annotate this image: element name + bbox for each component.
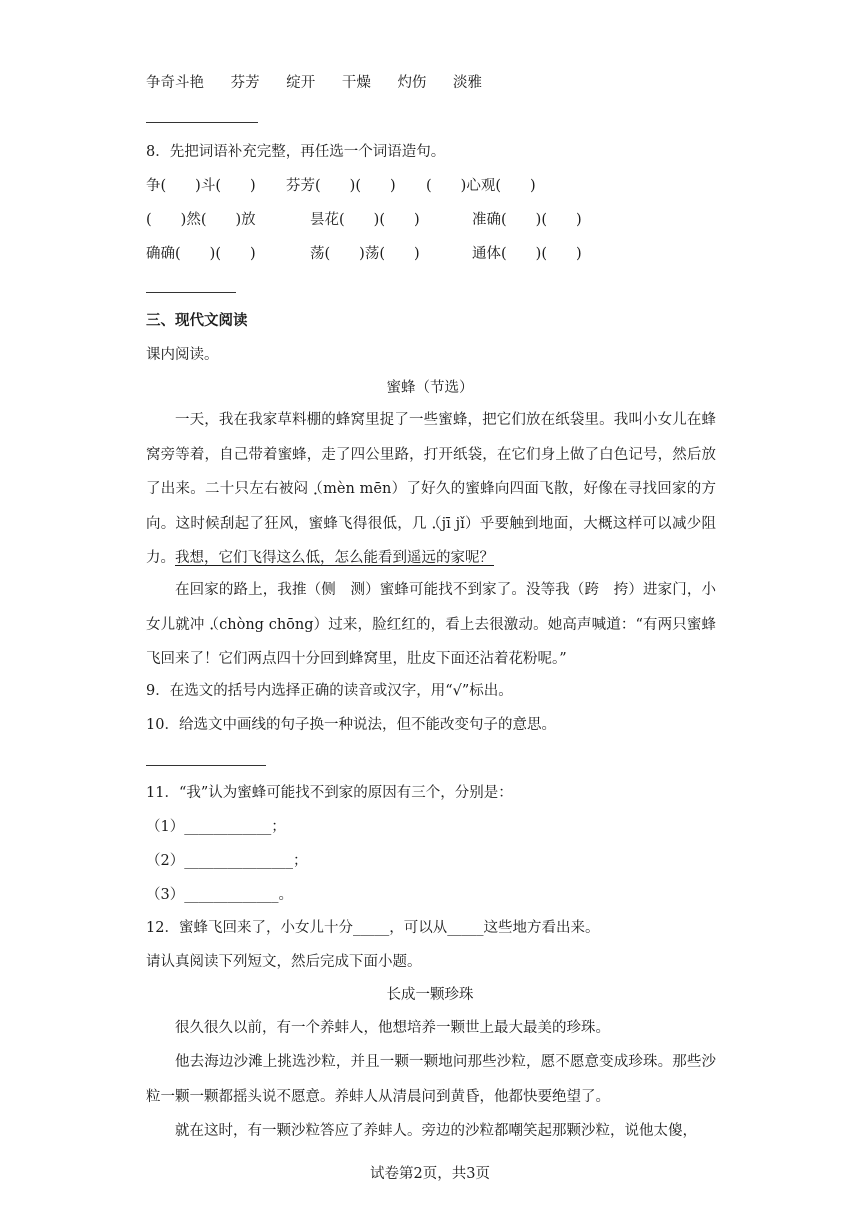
word-5: 灼伤 [397, 75, 427, 91]
q8-fill-5[interactable]: 昙花( )( ) [310, 212, 420, 228]
q8-fill-6[interactable]: 准确( )( ) [472, 212, 582, 228]
reading2-paragraph-1: 很久很久以前，有一个养蚌人，他想培养一颗世上最大最美的珍珠。 [175, 1020, 610, 1036]
q12-prompt[interactable]: 12．蜜蜂飞回来了，小女儿十分_____，可以从_____这些地方看出来。 [146, 920, 600, 936]
dotted-char-chong: 冲 [189, 616, 205, 633]
q8-fill-7[interactable]: 确确( )( ) [146, 246, 256, 262]
section-heading: 三、现代文阅读 [146, 312, 248, 329]
q11-answer-1[interactable]: （1）____________； [146, 819, 286, 835]
reading1-paragraph-2: 在回家的路上，我推（侧 测）蜜蜂可能找不到家了。没等我（跨 挎）进家门，小女儿就冲（chòng chōng）过来，脸红红的，看上去很激动。她高声喊道：“有两只蜜蜂飞回来了！它们两点四十分回到蜂窝里，肚皮下面还沾着花粉呢。” [146, 582, 717, 667]
answer-line-q10[interactable] [146, 765, 266, 766]
q11-answer-2[interactable]: （2）_______________； [146, 853, 308, 869]
reading2-intro: 请认真阅读下列短文，然后完成下面小题。 [146, 954, 422, 970]
dotted-char-ji: 几 [412, 515, 427, 532]
word-3: 绽开 [286, 75, 316, 91]
word-1: 争奇斗艳 [146, 75, 204, 91]
answer-line-q8[interactable] [146, 292, 236, 293]
dotted-char-men: 闷 [293, 481, 309, 497]
q8-prompt: 8．先把词语补充完整，再任选一个词语造句。 [146, 144, 446, 160]
reading1-intro: 课内阅读。 [146, 347, 219, 363]
word-6: 淡雅 [453, 75, 483, 91]
reading2-paragraph-3: 就在这时，有一颗沙粒答应了养蚌人。旁边的沙粒都嘲笑起那颗沙粒，说他太傻， [175, 1123, 697, 1139]
q8-fill-2[interactable]: 芬芳( )( ) [286, 178, 396, 194]
underlined-sentence: 我想，它们飞得这么低，怎么能看到遥远的家呢？ [175, 550, 494, 566]
q11-prompt: 11．“我”认为蜜蜂可能找不到家的原因有三个，分别是： [146, 785, 513, 801]
reading2-title: 长成一颗珍珠 [386, 987, 474, 1003]
word-4: 干燥 [341, 75, 371, 91]
reading1-paragraph-1: 一天，我在我家草料棚的蜂窝里捉了一些蜜蜂，把它们放在纸袋里。我叫小女儿在蜂窝旁等着，自己带着蜜蜂，走了四公里路，打开纸袋，在它们身上做了白色记号，然后放了出来。二十只左右被闷（mèn mēn）了好久的蜜蜂向四面飞散，好像在寻找回家的方向。这时候刮起了狂风，蜜蜂飞得很低，几（jī jǐ）乎要触到地面，大概这样可以减少阻力。我想，它们飞得这么低，怎么能看到遥远的家呢？ [146, 412, 717, 566]
q10-prompt: 10．给选文中画线的句子换一种说法，但不能改变句子的意思。 [146, 717, 556, 733]
word-2: 芬芳 [230, 75, 260, 91]
q11-answer-3[interactable]: （3）_____________。 [146, 887, 293, 903]
q9-prompt: 9．在选文的括号内选择正确的读音或汉字，用“√”标出。 [146, 683, 513, 699]
reading2-paragraph-2: 他去海边沙滩上挑选沙粒，并且一颗一颗地问那些沙粒，愿不愿意变成珍珠。那些沙粒一颗一颗都摇头说不愿意。养蚌人从清晨问到黄昏，他都快要绝望了。 [146, 1054, 716, 1105]
q8-fill-1[interactable]: 争( )斗( ) [146, 178, 256, 194]
q7-word-list [146, 73, 504, 93]
q8-fill-3[interactable]: ( )心观( ) [426, 178, 536, 194]
reading1-title: 蜜蜂（节选） [386, 380, 474, 396]
q8-fill-9[interactable]: 通体( )( ) [472, 246, 582, 262]
q8-fill-4[interactable]: ( )然( )放 [146, 212, 256, 228]
q8-fill-8[interactable]: 荡( )荡( ) [310, 246, 420, 262]
page-footer: 试卷第2页，共3页 [370, 1166, 490, 1182]
answer-line-q7[interactable] [146, 122, 258, 123]
